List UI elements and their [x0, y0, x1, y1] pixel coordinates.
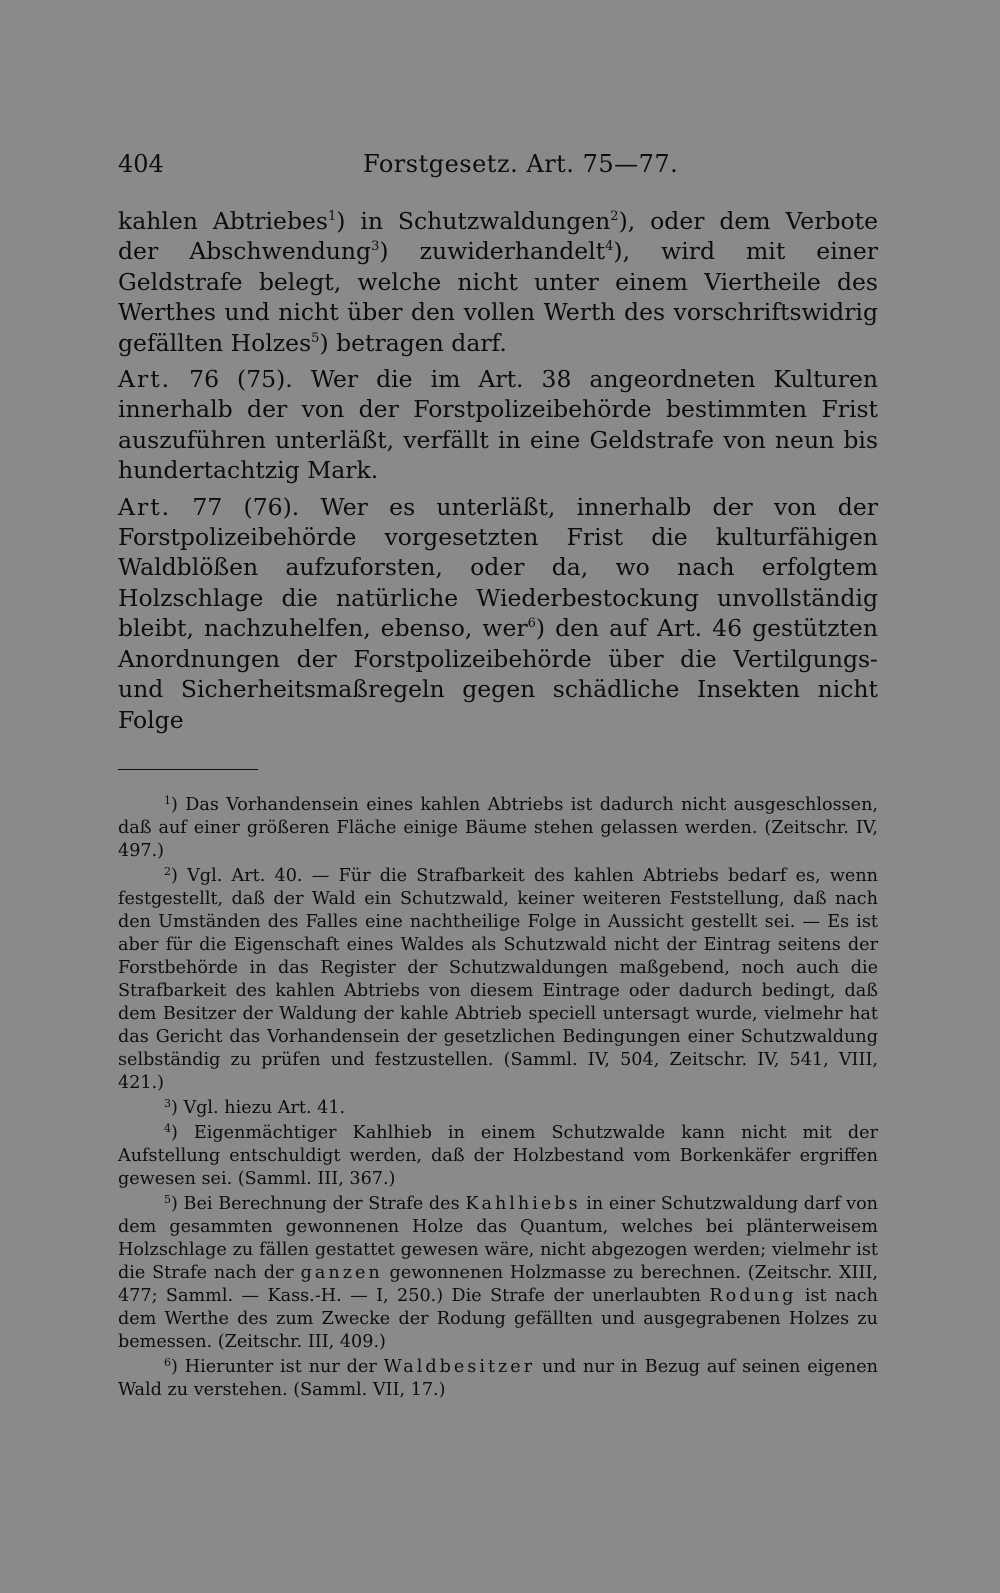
- article-label: Art.: [118, 365, 172, 394]
- footnote-4: [118, 1122, 878, 1191]
- article-label: Art.: [118, 492, 172, 521]
- footnote-number: 1: [164, 793, 171, 807]
- footnote-text: ist nach dem Werthe des zum Zwecke der Rodung gefällten und ausgegrabenen Holzes zu bemessen. (Zeitschr. III, 409.): [118, 1285, 878, 1352]
- text-run: 77 (76). Wer es unterläßt, innerhalb der von der Forstpolizeibehörde vorgesetzten Frist die kulturfähigen Waldblößen aufzuforsten, oder da, wo nach erfolgtem Holzschlage die natürliche Wiederbestockung unvollständig bleibt, nachzuhelfen, ebenso, wer: [118, 492, 878, 643]
- footnote-ref: 1: [327, 209, 337, 224]
- text-run: ), wird mit einer Geldstrafe belegt, welche nicht unter einem Viertheile des Werthes und nicht über den vollen Werth des vorschriftswidrig gefällten Holzes: [118, 237, 878, 357]
- emphasis-spaced: Kahlhiebs: [465, 1193, 581, 1214]
- text-run: ) zuwiderhandelt: [379, 237, 606, 266]
- footnote-ref: 5: [311, 330, 320, 346]
- footnote-ref: 4: [605, 239, 614, 255]
- footnote-5: [118, 1193, 878, 1354]
- text-run: ) den auf Art. 46 gestützten Anordnungen der Forstpolizeibehörde über die Vertilgungs- und Sicherheitsmaßregeln gegen schädliche Insekten nicht Folge: [118, 614, 878, 734]
- footnote-1: [118, 794, 878, 863]
- emphasis-spaced: Rodung: [709, 1285, 797, 1306]
- paragraph-art-75-continuation: [118, 206, 878, 358]
- footnote-ref: 6: [527, 616, 536, 632]
- page-header: [118, 150, 878, 190]
- footnote-number: 6: [164, 1355, 171, 1369]
- running-head: Forstgesetz. Art. 75—77.: [363, 150, 679, 178]
- footnotes: [118, 794, 878, 1402]
- footnote-2: [118, 865, 878, 1095]
- footnote-6: [118, 1356, 878, 1402]
- footnote-number: 3: [164, 1096, 171, 1110]
- footnote-text: und nur in Bezug auf seinen eigenen Wald zu verstehen. (Samml. VII, 17.): [118, 1356, 878, 1400]
- text-run: ) betragen darf.: [319, 328, 507, 357]
- text-run: ) in Schutzwaldungen: [336, 207, 611, 235]
- footnote-ref: 3: [371, 239, 380, 255]
- footnote-text: ) Bei Berechnung der Strafe des: [171, 1193, 466, 1214]
- footnote-text: ) Eigenmächtiger Kahlhieb in einem Schutzwalde kann nicht mit der Aufstellung entschuldigt werden, daß der Holzbestand vom Borkenkäfer ergriffen gewesen sei. (Samml. III, 367.): [118, 1122, 878, 1189]
- emphasis-spaced: ganzen: [300, 1262, 383, 1283]
- text-run: kahlen Abtriebes: [118, 207, 328, 235]
- paragraph-art-77: [118, 492, 878, 735]
- page-number: 404: [118, 150, 164, 178]
- footnote-text: ) Vgl. hiezu Art. 41.: [171, 1097, 346, 1118]
- footnote-ref: 2: [610, 209, 619, 224]
- footnote-text: in einer Schutzwaldung darf von dem gesammten gewonnenen Holze das Quantum, welches bei plänterweisem Holzschlage zu fällen gestattet gewesen wäre, nicht abgezogen werden; vielmehr ist die Strafe nach der: [118, 1193, 879, 1283]
- footnote-text: ) Hierunter ist nur der: [171, 1356, 384, 1377]
- footnote-text: ) Das Vorhandensein eines kahlen Abtriebs ist dadurch nicht ausgeschlossen, daß auf einer größeren Fläche einige Bäume stehen gelassen werden. (Zeitschr. IV, 497.): [118, 794, 878, 861]
- book-page: [118, 150, 878, 1450]
- footnote-number: 2: [164, 864, 171, 878]
- paragraph-art-76: [118, 364, 878, 486]
- footnote-3: [118, 1097, 878, 1120]
- footnote-text: ) Vgl. Art. 40. — Für die Strafbarkeit des kahlen Abtriebs bedarf es, wenn festgestellt, daß der Wald ein Schutzwald, keiner weiteren Feststellung, daß nach den Umständen des Falles eine nachtheilige Folge in Aussicht gestellt sei. — Es ist aber für die Eigenschaft eines Waldes als Schutzwald nicht der Eintrag seitens der Forstbehörde in das Register der Schutzwaldungen maßgebend, noch auch die Strafbarkeit des kahlen Abtriebs von diesem Eintrage oder dadurch bedingt, daß dem Besitzer der Waldung der kahle Abtrieb speciell untersagt wurde, vielmehr hat das Gericht das Vorhandensein der gesetzlichen Bedingungen einer Schutzwaldung selbständig zu prüfen und festzustellen. (Samml. IV, 504, Zeitschr. IV, 541, VIII, 421.): [118, 865, 878, 1093]
- footnote-number: 4: [164, 1121, 171, 1135]
- footnote-separator: [118, 769, 258, 770]
- text-run: ), oder dem Verbote der Abschwendung: [118, 207, 878, 266]
- footnote-number: 5: [164, 1192, 171, 1206]
- main-text: [118, 206, 878, 735]
- footnote-text: gewonnenen Holzmasse zu berechnen. (Zeitschr. XIII, 477; Samml. — Kass.-H. — I, 250.) Die Strafe der unerlaubten: [118, 1262, 878, 1306]
- text-run: 76 (75). Wer die im Art. 38 angeordneten Kulturen innerhalb der von der Forstpolizeibehörde bestimmten Frist auszuführen unterläßt, verfällt in eine Geldstrafe von neun bis hundertachtzig Mark.: [118, 365, 878, 485]
- emphasis-spaced: Waldbesitzer: [383, 1356, 536, 1377]
